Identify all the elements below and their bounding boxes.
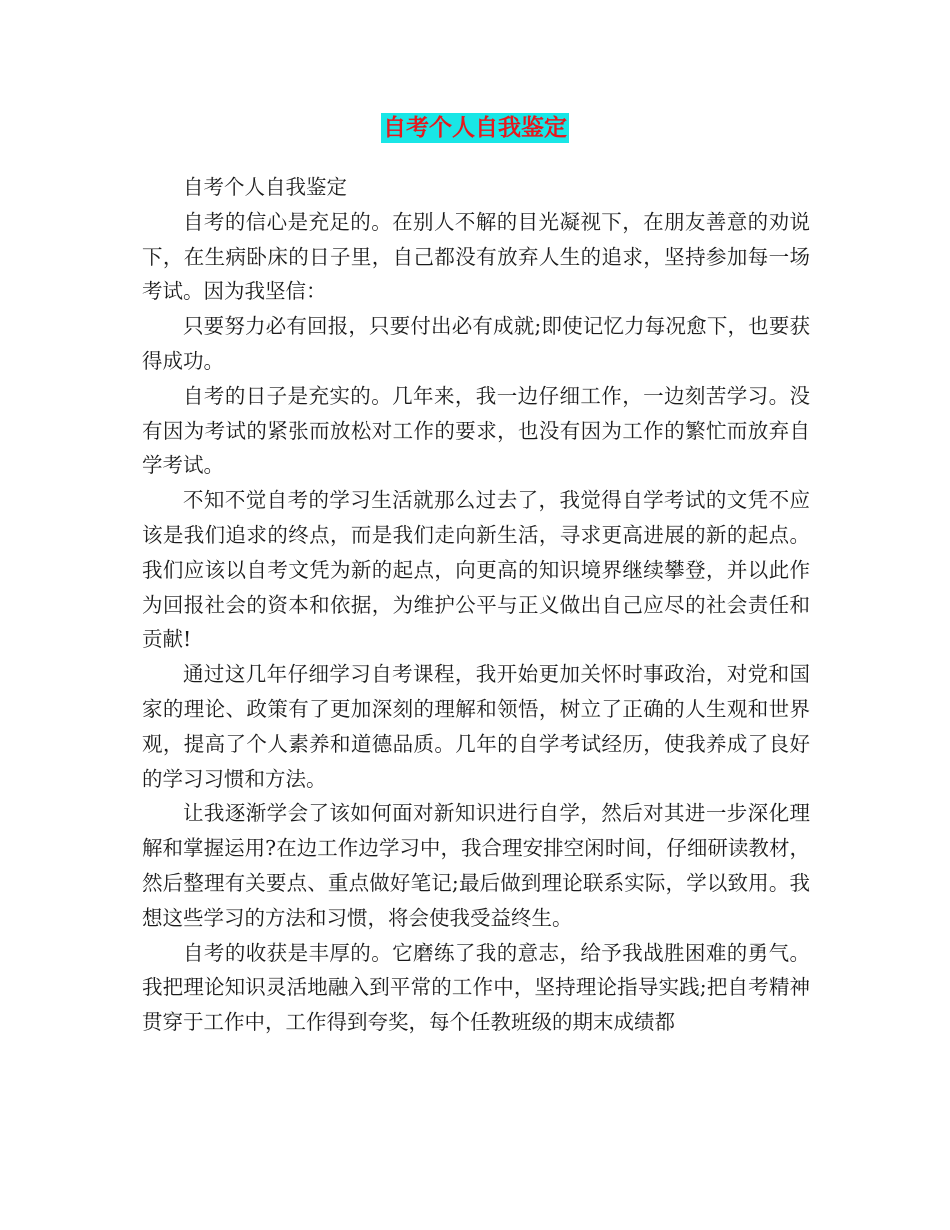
document-body [142,170,810,1040]
title-container [0,113,950,143]
paragraph: 不知不觉自考的学习生活就那么过去了，我觉得自学考试的文凭不应该是我们追求的终点，而是我们走向新生活，寻求更高进展的新的起点。我们应该以自考文凭为新的起点，向更高的知识境界继续攀登，并以此作为回报社会的资本和依据，为维护公平与正义做出自己应尽的社会责任和贡献! [142,488,810,652]
paragraph: 通过这几年仔细学习自考课程，我开始更加关怀时事政治，对党和国家的理论、政策有了更加深刻的理解和领悟，树立了正确的人生观和世界观，提高了个人素养和道德品质。几年的自学考试经历，使我养成了良好的学习习惯和方法。 [142,662,810,791]
paragraph: 自考的信心是充足的。在别人不解的目光凝视下，在朋友善意的劝说下，在生病卧床的日子里，自己都没有放弃人生的追求，坚持参加每一场考试。因为我坚信： [142,209,810,304]
paragraph: 自考个人自我鉴定 [183,175,347,199]
paragraph: 自考的日子是充实的。几年来，我一边仔细工作，一边刻苦学习。没有因为考试的紧张而放松对工作的要求，也没有因为工作的繁忙而放弃自学考试。 [142,383,810,478]
document-title: 自考个人自我鉴定 [383,115,567,141]
paragraph: 只要努力必有回报，只要付出必有成就;即使记忆力每况愈下，也要获得成功。 [142,314,810,373]
paragraph: 让我逐渐学会了该如何面对新知识进行自学，然后对其进一步深化理解和掌握运用?在边工作边学习中，我合理安排空闲时间，仔细研读教材，然后整理有关要点、重点做好笔记;最后做到理论联系实际，学以致用。我想这些学习的方法和习惯，将会使我受益终生。 [142,801,810,930]
paragraph: 自考的收获是丰厚的。它磨练了我的意志，给予我战胜困难的勇气。我把理论知识灵活地融入到平常的工作中，坚持理论指导实践;把自考精神贯穿于工作中，工作得到夸奖，每个任教班级的期末成绩都 [142,940,810,1035]
